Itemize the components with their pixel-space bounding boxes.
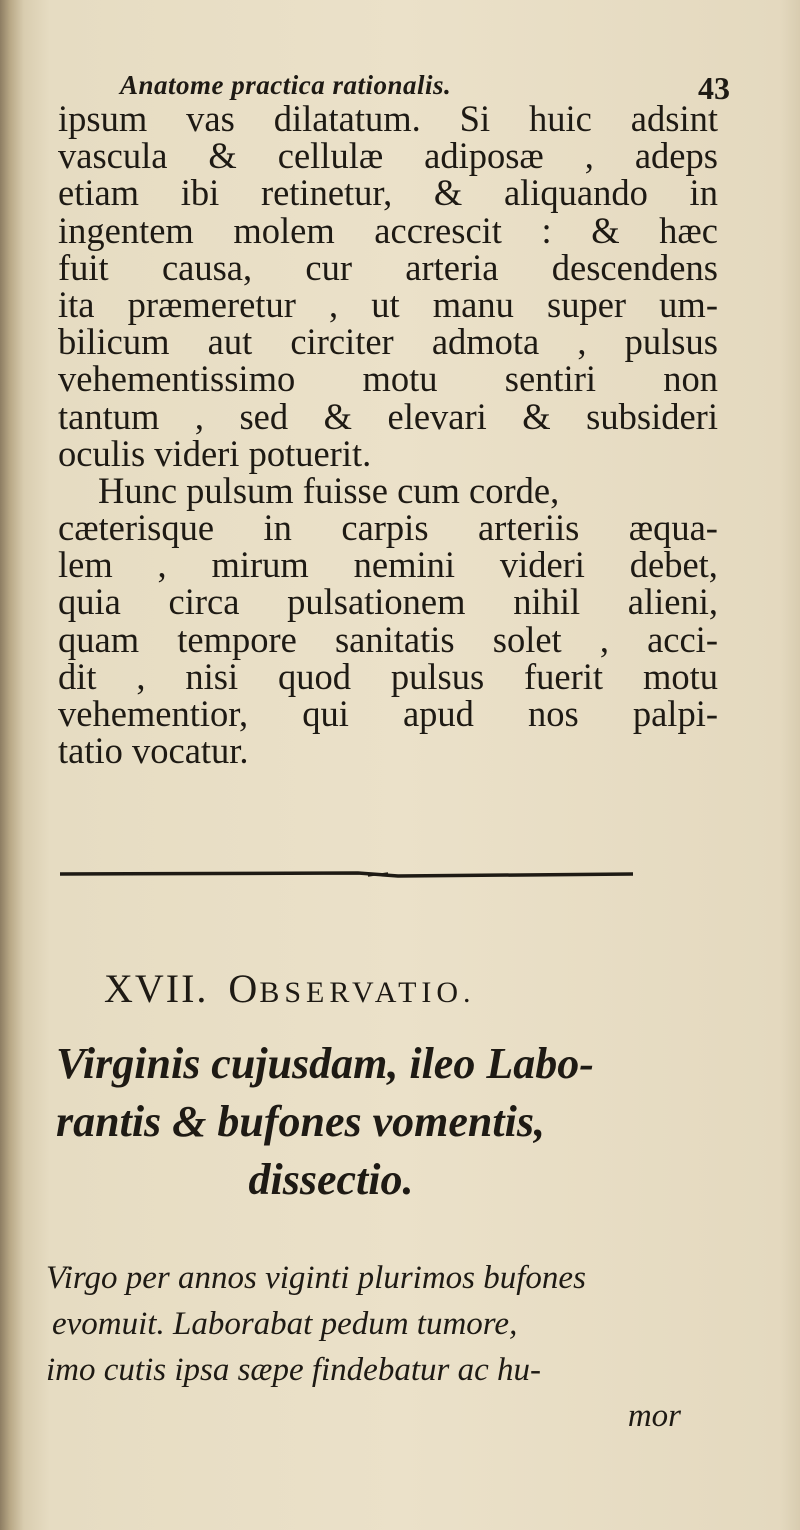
section-divider [58, 868, 638, 880]
word: nisi [185, 655, 239, 697]
title-line: rantis & bufones vomentis, [56, 1097, 545, 1146]
word: alieni, [627, 581, 718, 623]
text-line [58, 507, 718, 549]
word: , [194, 395, 204, 437]
summary-line: evomuit. Laborabat pedum tumore, [52, 1306, 518, 1342]
word: accrescit [374, 209, 502, 251]
paragraph-first-line: Hunc pulsum fuisse cum corde, [98, 469, 560, 511]
word: & [522, 395, 551, 437]
page-number: 43 [698, 70, 730, 106]
word: quod [278, 655, 351, 697]
observation-number: XVII. [104, 966, 209, 1011]
word: aliquando [503, 172, 648, 214]
word: qui [302, 693, 349, 734]
word: admota [431, 321, 540, 363]
word: retinetur, [260, 172, 393, 214]
word: arteria [405, 246, 499, 288]
text-line [58, 395, 718, 437]
word: pulsationem [287, 581, 466, 623]
text-line [58, 655, 718, 697]
word: etiam [58, 172, 140, 214]
word: palpi- [632, 693, 718, 734]
word: molem [233, 209, 335, 251]
word: super [546, 283, 627, 325]
observation-heading [104, 965, 476, 1012]
word: fuerit [524, 655, 604, 697]
word: dilatatum. [273, 98, 421, 139]
word: nemini [353, 544, 455, 586]
word: vehementissimo [58, 358, 296, 400]
word: in [689, 172, 718, 214]
word: arteriis [477, 507, 580, 549]
word: & [591, 209, 620, 251]
word: ut [371, 283, 400, 325]
text-line [58, 581, 718, 623]
word: vas [186, 98, 235, 139]
word: debet, [629, 544, 718, 586]
word: bilicum [58, 321, 170, 363]
word: hæc [659, 209, 718, 251]
word: mirum [211, 544, 309, 586]
text-line: oculis videri potuerit. [58, 432, 372, 474]
word: , [577, 321, 587, 363]
word: huic [529, 98, 592, 139]
word: vascula [58, 135, 168, 177]
word: & [433, 172, 463, 214]
word: & [208, 135, 237, 177]
text-line [58, 209, 718, 251]
word: pulsus [390, 655, 485, 697]
word: descendens [551, 246, 718, 288]
word: sanitatis [334, 618, 455, 660]
observation-label-initial: O [228, 966, 260, 1011]
observation-title [56, 1035, 736, 1209]
word: Si [459, 98, 491, 139]
word: lem [58, 544, 113, 586]
word: cur [305, 246, 353, 288]
word: & [323, 395, 353, 437]
word: vehementior, [58, 693, 249, 734]
word: fuit [58, 246, 109, 288]
observation-label: BSERVATIO. [259, 976, 476, 1009]
word: solet [492, 618, 562, 660]
word: nihil [513, 581, 581, 623]
word: : [541, 209, 552, 251]
word: aut [207, 321, 253, 363]
word: circiter [290, 321, 394, 363]
word: carpis [341, 507, 429, 549]
word: adiposæ [424, 135, 544, 177]
word: nos [528, 693, 579, 734]
word: præmeretur [127, 283, 296, 325]
body-text [58, 98, 718, 772]
text-line [58, 618, 718, 660]
word: elevari [387, 395, 487, 437]
word: cellulæ [277, 135, 384, 177]
word: ita [58, 283, 95, 325]
word: apud [402, 693, 474, 734]
word: , [599, 618, 609, 660]
word: quia [58, 581, 121, 623]
text-line [58, 135, 718, 177]
word: circa [168, 581, 240, 623]
word: ingentem [58, 209, 194, 251]
word: sed [239, 395, 289, 437]
text-line [58, 283, 718, 325]
word: in [263, 507, 292, 549]
running-title: Anatome practica rationalis. [120, 70, 452, 100]
summary-line: mor [627, 1398, 681, 1434]
word: cæterisque [58, 507, 215, 549]
word: non [663, 358, 718, 400]
word: sentiri [504, 358, 596, 400]
observation-summary [46, 1255, 686, 1439]
title-line: Virginis cujusdam, ileo Labo- [56, 1039, 594, 1088]
word: um- [659, 283, 718, 325]
word: , [328, 283, 339, 325]
word: causa, [161, 246, 253, 288]
text-line [58, 246, 718, 288]
text-line [58, 100, 718, 137]
word: videri [499, 544, 585, 586]
title-line: dissectio. [248, 1155, 414, 1204]
word: , [584, 135, 594, 177]
text-line [58, 172, 718, 214]
word: adeps [634, 135, 718, 177]
summary-line: imo cutis ipsa sæpe findebatur ac hu- [46, 1352, 541, 1388]
word: , [136, 655, 146, 697]
text-line [58, 321, 718, 363]
word: acci- [647, 618, 718, 660]
text-line: tatio vocatur. [58, 730, 249, 772]
text-line [58, 544, 718, 586]
word: tantum [58, 395, 160, 437]
word: adsint [630, 98, 718, 139]
word: æqua- [628, 507, 718, 549]
word: pulsus [624, 321, 718, 363]
summary-line: Virgo per annos viginti plurimos bufones [46, 1260, 586, 1296]
word: tempore [177, 618, 297, 660]
word: subsideri [586, 395, 718, 437]
word: ipsum [58, 98, 148, 139]
text-line [58, 358, 718, 400]
word: ibi [180, 172, 220, 214]
word: motu [642, 655, 718, 697]
text-line [58, 695, 718, 732]
word: quam [58, 618, 140, 660]
word: motu [362, 358, 438, 400]
word: dit [58, 655, 97, 697]
word: , [157, 544, 167, 586]
word: manu [432, 283, 514, 325]
